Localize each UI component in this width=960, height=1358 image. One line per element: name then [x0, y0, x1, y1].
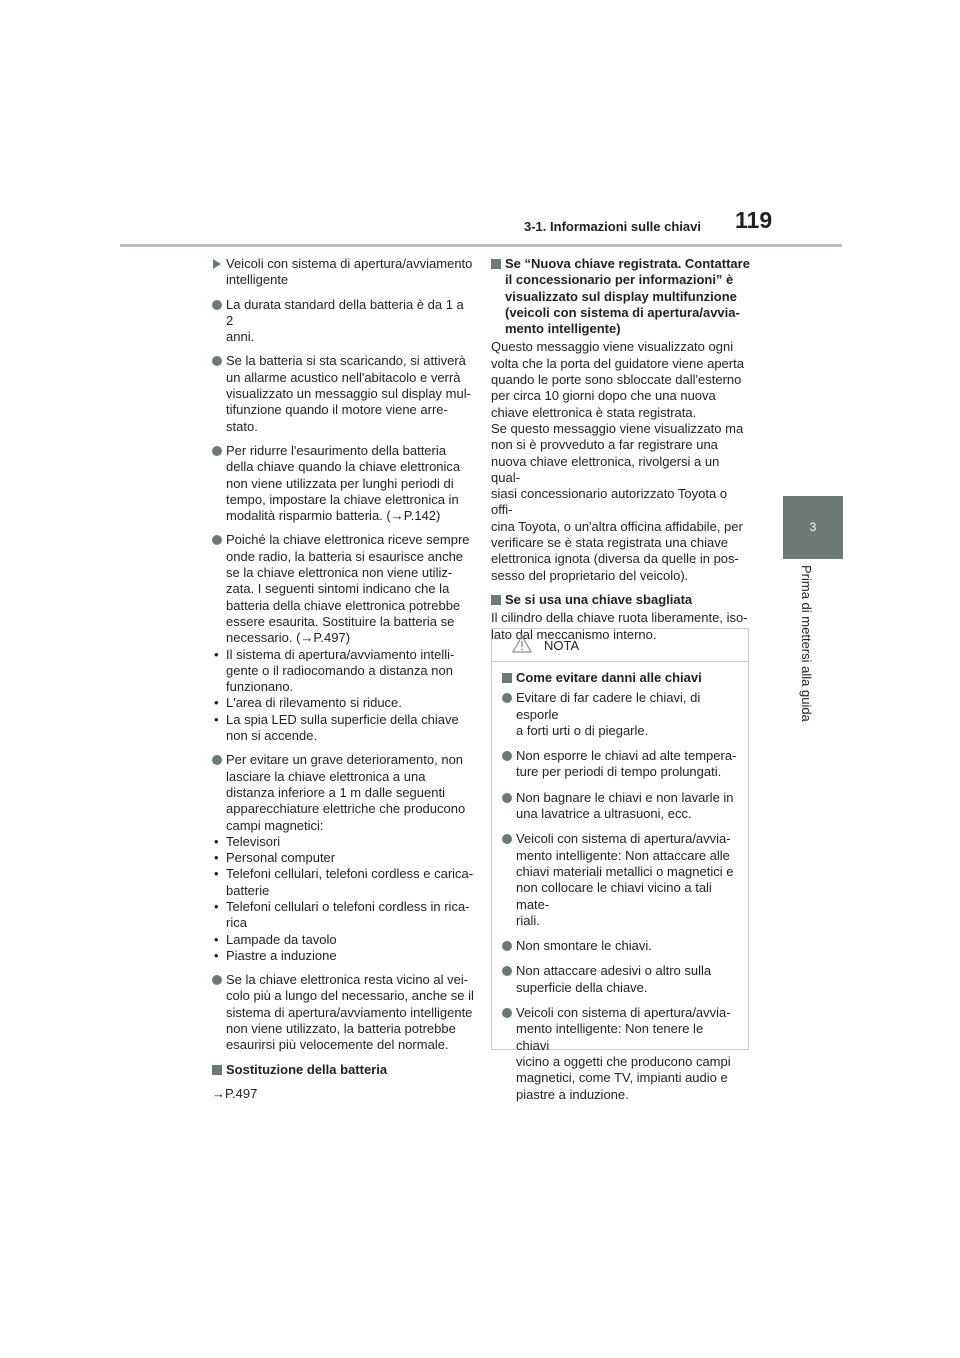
text-line: intelligente [226, 272, 289, 288]
bullet-icon: • [214, 695, 219, 711]
text-line: Per ridurre l'esaurimento della batteria [226, 442, 446, 458]
text-line: (veicoli con sistema di apertura/avvia- [505, 304, 740, 320]
text-line: un allarme acustico nell'abitacolo e verrà [226, 369, 461, 385]
text-line: anni. [226, 329, 255, 345]
nota-item [502, 831, 738, 929]
text-line: Non bagnare le chiavi e non lavarle in [516, 789, 734, 805]
square-bullet-icon [502, 673, 512, 683]
list-item [212, 834, 474, 850]
bullet-icon: • [214, 947, 219, 963]
text-line: Se “Nuova chiave registrata. Contattare [505, 256, 750, 271]
text-line: tifunzione quando il motore viene arre- [226, 402, 448, 418]
paragraph-near-vehicle [212, 972, 474, 1053]
bullet-icon: • [214, 711, 219, 727]
text-line: se la chiave elettronica non viene utiliz- [226, 565, 453, 581]
square-bullet-icon [491, 259, 501, 269]
text-line: non si è provveduto a far registrare una [491, 437, 718, 453]
text-line: funzionano. [226, 679, 294, 695]
bullet-icon: • [214, 931, 219, 947]
list-item [212, 850, 474, 866]
bullet-icon: • [214, 866, 219, 882]
nota-box [491, 628, 749, 1102]
right-column [491, 256, 751, 651]
text-line: Telefoni cellulari o telefoni cordless in rica- [226, 898, 470, 914]
nota-heading: Come evitare danni alle chiavi [502, 670, 738, 686]
text-line: essere esaurita. Sostituire la batteria se [226, 613, 455, 629]
text-line: mento intelligente: Non attaccare alle [516, 847, 730, 863]
list-item [212, 866, 474, 899]
text-line: Se la batteria si sta scaricando, si attiverà [226, 353, 466, 369]
text-line: La durata standard della batteria è da 1 a 2 [226, 296, 464, 328]
text-line: gente o il radiocomando a distanza non [226, 662, 453, 678]
new-key-text [491, 339, 751, 583]
text-line: quando le porte sono sbloccate dall'esterno [491, 372, 742, 388]
circle-bullet-icon [212, 356, 222, 366]
section-title: 3-1. Informazioni sulle chiavi [524, 219, 701, 234]
text-line: non si accende. [226, 728, 318, 744]
text-line: chiave elettronica è stata registrata. [491, 404, 697, 420]
triangle-bullet-icon [213, 259, 221, 269]
circle-bullet-icon [502, 966, 512, 976]
text-line: una lavatrice a ultrasuoni, ecc. [516, 806, 692, 822]
battery-replacement-ref[interactable]: →P.497 [212, 1085, 258, 1101]
circle-bullet-icon [212, 446, 222, 456]
text-line: nuova chiave elettronica, rivolgersi a un qual- [491, 453, 720, 485]
text-line: riali. [516, 912, 540, 928]
text-line: per circa 10 giorni dopo che una nuova [491, 388, 716, 404]
text-line: cina Toyota, o un'altra officina affidabile, per [491, 518, 743, 534]
text-line: mento intelligente: Non tenere le chiavi [516, 1021, 704, 1053]
list-item [212, 948, 474, 964]
wrong-key-heading: Se si usa una chiave sbagliata [491, 592, 751, 608]
appliance-list [212, 834, 474, 964]
circle-bullet-icon [212, 300, 222, 310]
text-line: Telefoni cellulari, telefoni cordless e carica- [226, 866, 474, 882]
text-line: visualizzato un messaggio sul display mul- [226, 386, 471, 402]
text-line: zata. I seguenti sintomi indicano che la [226, 581, 450, 597]
text-line: siasi concessionario autorizzato Toyota o offi- [491, 486, 728, 518]
text-line: tempo, impostare la chiave elettronica in [226, 491, 459, 507]
nota-item [502, 1005, 738, 1103]
nota-item [502, 748, 738, 781]
nota-body [492, 662, 748, 1103]
text-line: lasciare la chiave elettronica a una [226, 768, 426, 784]
circle-bullet-icon [502, 751, 512, 761]
warning-triangle-icon [512, 635, 532, 653]
symptom-list [212, 647, 474, 745]
text-line: sistema di apertura/avviamento intelligente [226, 1004, 473, 1020]
text-line: Veicoli con sistema di apertura/avvia- [516, 1005, 731, 1021]
circle-bullet-icon [502, 793, 512, 803]
bullet-icon: • [214, 833, 219, 849]
text-line: Televisori [226, 833, 281, 849]
text-line: Non attaccare adesivi o altro sulla [516, 963, 712, 979]
chapter-tab: 3 [783, 496, 843, 559]
text-line: Per evitare un grave deterioramento, non [226, 752, 464, 768]
nota-title: NOTA [544, 638, 580, 653]
text-line: colo più a lungo del necessario, anche se il [226, 988, 474, 1004]
text-line: distanza inferiore a 1 m dalle seguenti [226, 784, 445, 800]
text-line: La spia LED sulla superficie della chiave [226, 711, 459, 727]
text-line: Poiché la chiave elettronica riceve sempre [226, 532, 470, 548]
text-line: piastre a induzione. [516, 1086, 629, 1102]
square-bullet-icon [212, 1065, 222, 1075]
nota-item [502, 938, 738, 954]
text-line: batterie [226, 882, 270, 898]
text-line: Veicoli con sistema di apertura/avviamento [226, 256, 473, 271]
text-line: visualizzato sul display multifunzione [505, 288, 737, 304]
paragraph-battery-saving [212, 443, 474, 524]
circle-bullet-icon [212, 755, 222, 765]
circle-bullet-icon [212, 975, 222, 985]
text-line: modalità risparmio batteria. (→P.142) [226, 508, 441, 524]
circle-bullet-icon [502, 941, 512, 951]
left-column [212, 256, 474, 1110]
paragraph-magnetic-fields [212, 752, 474, 833]
text-line: mento intelligente) [505, 321, 621, 337]
text-line: Il cilindro della chiave ruota liberamente, iso- [491, 610, 748, 626]
text-line: Veicoli con sistema di apertura/avvia- [516, 831, 731, 847]
circle-bullet-icon [212, 535, 222, 545]
battery-replacement-heading: Sostituzione della batteria [212, 1062, 474, 1078]
nota-item [502, 963, 738, 996]
text-line: L'area di rilevamento si riduce. [226, 695, 402, 711]
text-line: Se questo messaggio viene visualizzato ma [491, 420, 744, 436]
circle-bullet-icon [502, 693, 512, 703]
text-line: sesso del proprietario del veicolo). [491, 567, 689, 583]
text-line: verificare se è stata registrata una chiave [491, 535, 729, 551]
text-line: esaurirsi più velocemente del normale. [226, 1037, 449, 1053]
text-line: rica [226, 915, 247, 931]
text-line: non viene utilizzata per lunghi periodi di [226, 475, 454, 491]
nota-item [502, 690, 738, 739]
text-line: a forti urti o di piegarle. [516, 722, 649, 738]
text-line: ture per periodi di tempo prolungati. [516, 764, 722, 780]
square-bullet-icon [491, 595, 501, 605]
text-line: Evitare di far cadere le chiavi, di esporle [516, 690, 701, 722]
paragraph-radio-waves [212, 532, 474, 646]
text-line: il concessionario per informazioni” è [505, 272, 734, 288]
text-line: non viene utilizzato, la batteria potrebbe [226, 1021, 456, 1037]
text-line: vicino a oggetti che producono campi [516, 1053, 731, 1069]
text-line: elettronica ignota (diversa da quelle in pos- [491, 551, 739, 567]
text-line: Questo messaggio viene visualizzato ogni [491, 339, 734, 355]
chapter-title: Prima di mettersi alla guida [799, 565, 814, 722]
text-line: Lampade da tavolo [226, 931, 337, 947]
text-line: Piastre a induzione [226, 947, 337, 963]
nota-items [502, 690, 738, 1103]
text-line: apparecchiature elettriche che producono [226, 801, 466, 817]
text-line: batteria della chiave elettronica potrebbe [226, 597, 461, 613]
list-item [212, 932, 474, 948]
text-line: Non smontare le chiavi. [516, 938, 652, 954]
text-line: Il sistema di apertura/avviamento intelli- [226, 646, 455, 662]
list-item [212, 899, 474, 932]
bullet-icon: • [214, 850, 219, 866]
list-item [212, 647, 474, 696]
bullet-icon: • [214, 646, 219, 662]
text-line: superficie della chiave. [516, 979, 648, 995]
header-rule [120, 244, 842, 247]
text-line: magnetici, come TV, impianti audio e [516, 1070, 728, 1086]
intro-paragraph [212, 256, 474, 289]
text-line: campi magnetici: [226, 817, 324, 833]
text-line: Personal computer [226, 850, 336, 866]
nota-header [492, 629, 748, 662]
text-line: necessario. (→P.497) [226, 630, 351, 646]
new-key-heading [491, 256, 751, 337]
text-line: onde radio, la batteria si esaurisce anche [226, 548, 464, 564]
list-item [212, 695, 474, 711]
text-line: non collocare le chiavi vicino a tali mate- [516, 880, 712, 912]
text-line: della chiave quando la chiave elettronica [226, 459, 461, 475]
paragraph-battery-life [212, 297, 474, 346]
circle-bullet-icon [502, 1008, 512, 1018]
text-line: chiavi materiali metallici o magnetici e [516, 863, 734, 879]
text-line: Se la chiave elettronica resta vicino al vei- [226, 972, 469, 988]
nota-item [502, 790, 738, 823]
paragraph-low-battery-alarm [212, 353, 474, 434]
circle-bullet-icon [502, 834, 512, 844]
text-line: stato. [226, 418, 258, 434]
text-line: Non esporre le chiavi ad alte tempera- [516, 748, 737, 764]
bullet-icon: • [214, 898, 219, 914]
list-item [212, 712, 474, 745]
text-line: volta che la porta del guidatore viene aperta [491, 355, 744, 371]
text-line: lato dal meccanismo interno. [491, 626, 657, 642]
page-number: 119 [735, 207, 773, 233]
